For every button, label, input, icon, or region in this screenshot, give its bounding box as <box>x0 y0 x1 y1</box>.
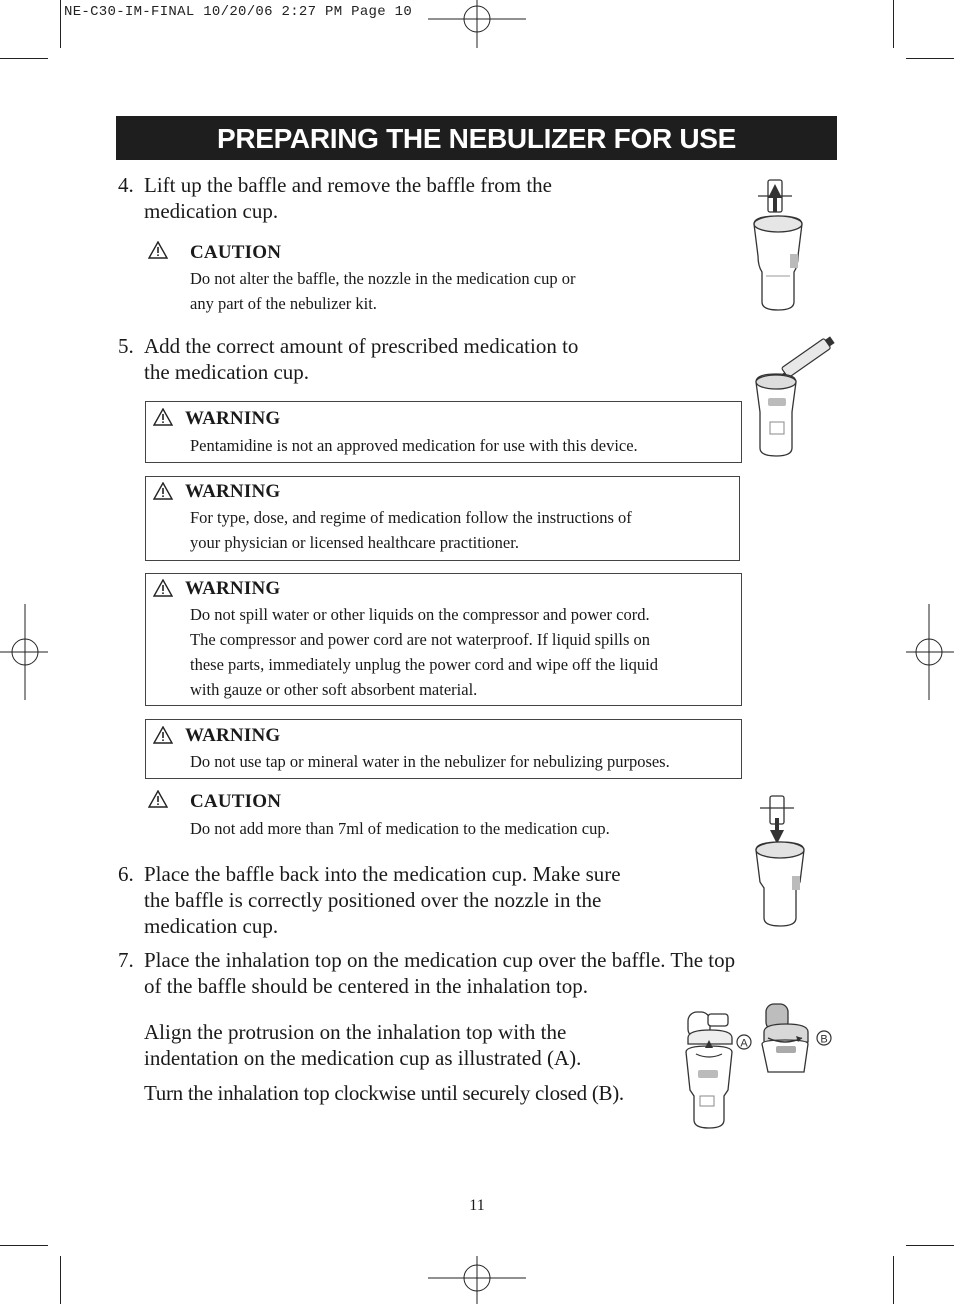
step-4 <box>118 172 552 224</box>
warning-box <box>145 476 740 561</box>
registration-mark-icon <box>428 1256 526 1304</box>
notice-heading: WARNING <box>185 481 281 502</box>
step-text: Add the correct amount of prescribed medication to the medication cup. <box>144 334 579 384</box>
step-number: 4. <box>118 173 134 197</box>
step-number: 6. <box>118 862 134 886</box>
step-text: Lift up the baffle and remove the baffle from the medication cup. <box>144 173 552 223</box>
crop-mark <box>906 58 954 59</box>
step-6 <box>118 861 621 939</box>
notice-heading: WARNING <box>185 408 281 429</box>
warning-box <box>145 573 742 706</box>
inhalation-top-alignment-illustration <box>682 1000 758 1130</box>
registration-mark-icon <box>906 604 954 700</box>
warning-triangle-icon <box>153 408 173 426</box>
warning-triangle-icon <box>148 241 168 259</box>
crop-mark <box>893 1256 894 1304</box>
registration-mark-icon <box>0 604 48 700</box>
syringe-fill-illustration <box>752 332 838 458</box>
warning-triangle-icon <box>148 790 168 808</box>
notice-heading: WARNING <box>185 578 281 599</box>
registration-mark-icon <box>428 0 526 48</box>
step-7-align-text: Align the protrusion on the inhalation top with the indentation on the medication cup as illustrated (A). <box>144 1020 582 1070</box>
crop-mark <box>60 1256 61 1304</box>
crop-mark <box>60 0 61 48</box>
step-7-turn-text: Turn the inhalation top clockwise until securely closed (B). <box>144 1081 624 1105</box>
page-title: PREPARING THE NEBULIZER FOR USE <box>116 116 837 160</box>
notice-body: Do not use tap or mineral water in the nebulizer for nebulizing purposes. <box>190 752 670 771</box>
step-5 <box>118 333 578 385</box>
notice-body: Do not add more than 7ml of medication to the medication cup. <box>190 819 610 838</box>
notice-body: For type, dose, and regime of medication follow the instructions of your physician or licensed healthcare practitioner. <box>190 508 632 552</box>
notice-body: Do not alter the baffle, the nozzle in the medication cup or any part of the nebulizer kit. <box>190 269 576 313</box>
step-text: Place the inhalation top on the medication cup over the baffle. The top of the baffle should be centered in the inhalation top. <box>144 948 736 998</box>
warning-triangle-icon <box>153 579 173 597</box>
notice-body: Do not spill water or other liquids on the compressor and power cord. The compressor and power cord are not waterproof. If liquid spills on these parts, immediately unplug the power cord and wipe off the liquid with gauze or other soft absorbent material. <box>190 605 658 699</box>
warning-triangle-icon <box>153 482 173 500</box>
notice-heading: CAUTION <box>190 791 282 812</box>
page-number: 11 <box>469 1197 485 1214</box>
baffle-removal-illustration <box>748 176 808 312</box>
warning-box <box>145 401 742 463</box>
label-a: A <box>740 1037 748 1050</box>
crop-mark <box>0 1245 48 1246</box>
warning-triangle-icon <box>153 726 173 744</box>
inhalation-top-turn-illustration <box>760 1002 838 1074</box>
crop-mark <box>893 0 894 48</box>
label-b: B <box>820 1033 828 1046</box>
notice-body: Pentamidine is not an approved medication for use with this device. <box>190 436 638 455</box>
warning-box <box>145 719 742 779</box>
notice-heading: WARNING <box>185 725 281 746</box>
step-7 <box>118 947 735 999</box>
crop-mark <box>906 1245 954 1246</box>
step-number: 7. <box>118 948 134 972</box>
step-number: 5. <box>118 334 134 358</box>
notice-heading: CAUTION <box>190 242 282 263</box>
caution-notice <box>146 238 706 318</box>
crop-mark <box>0 58 48 59</box>
step-text: Place the baffle back into the medication cup. Make sure the baffle is correctly positioned over the nozzle in the medication cup. <box>144 862 621 938</box>
caution-notice <box>146 787 706 843</box>
print-slug: NE-C30-IM-FINAL 10/20/06 2:27 PM Page 10 <box>64 4 413 20</box>
baffle-replace-illustration <box>752 792 808 928</box>
